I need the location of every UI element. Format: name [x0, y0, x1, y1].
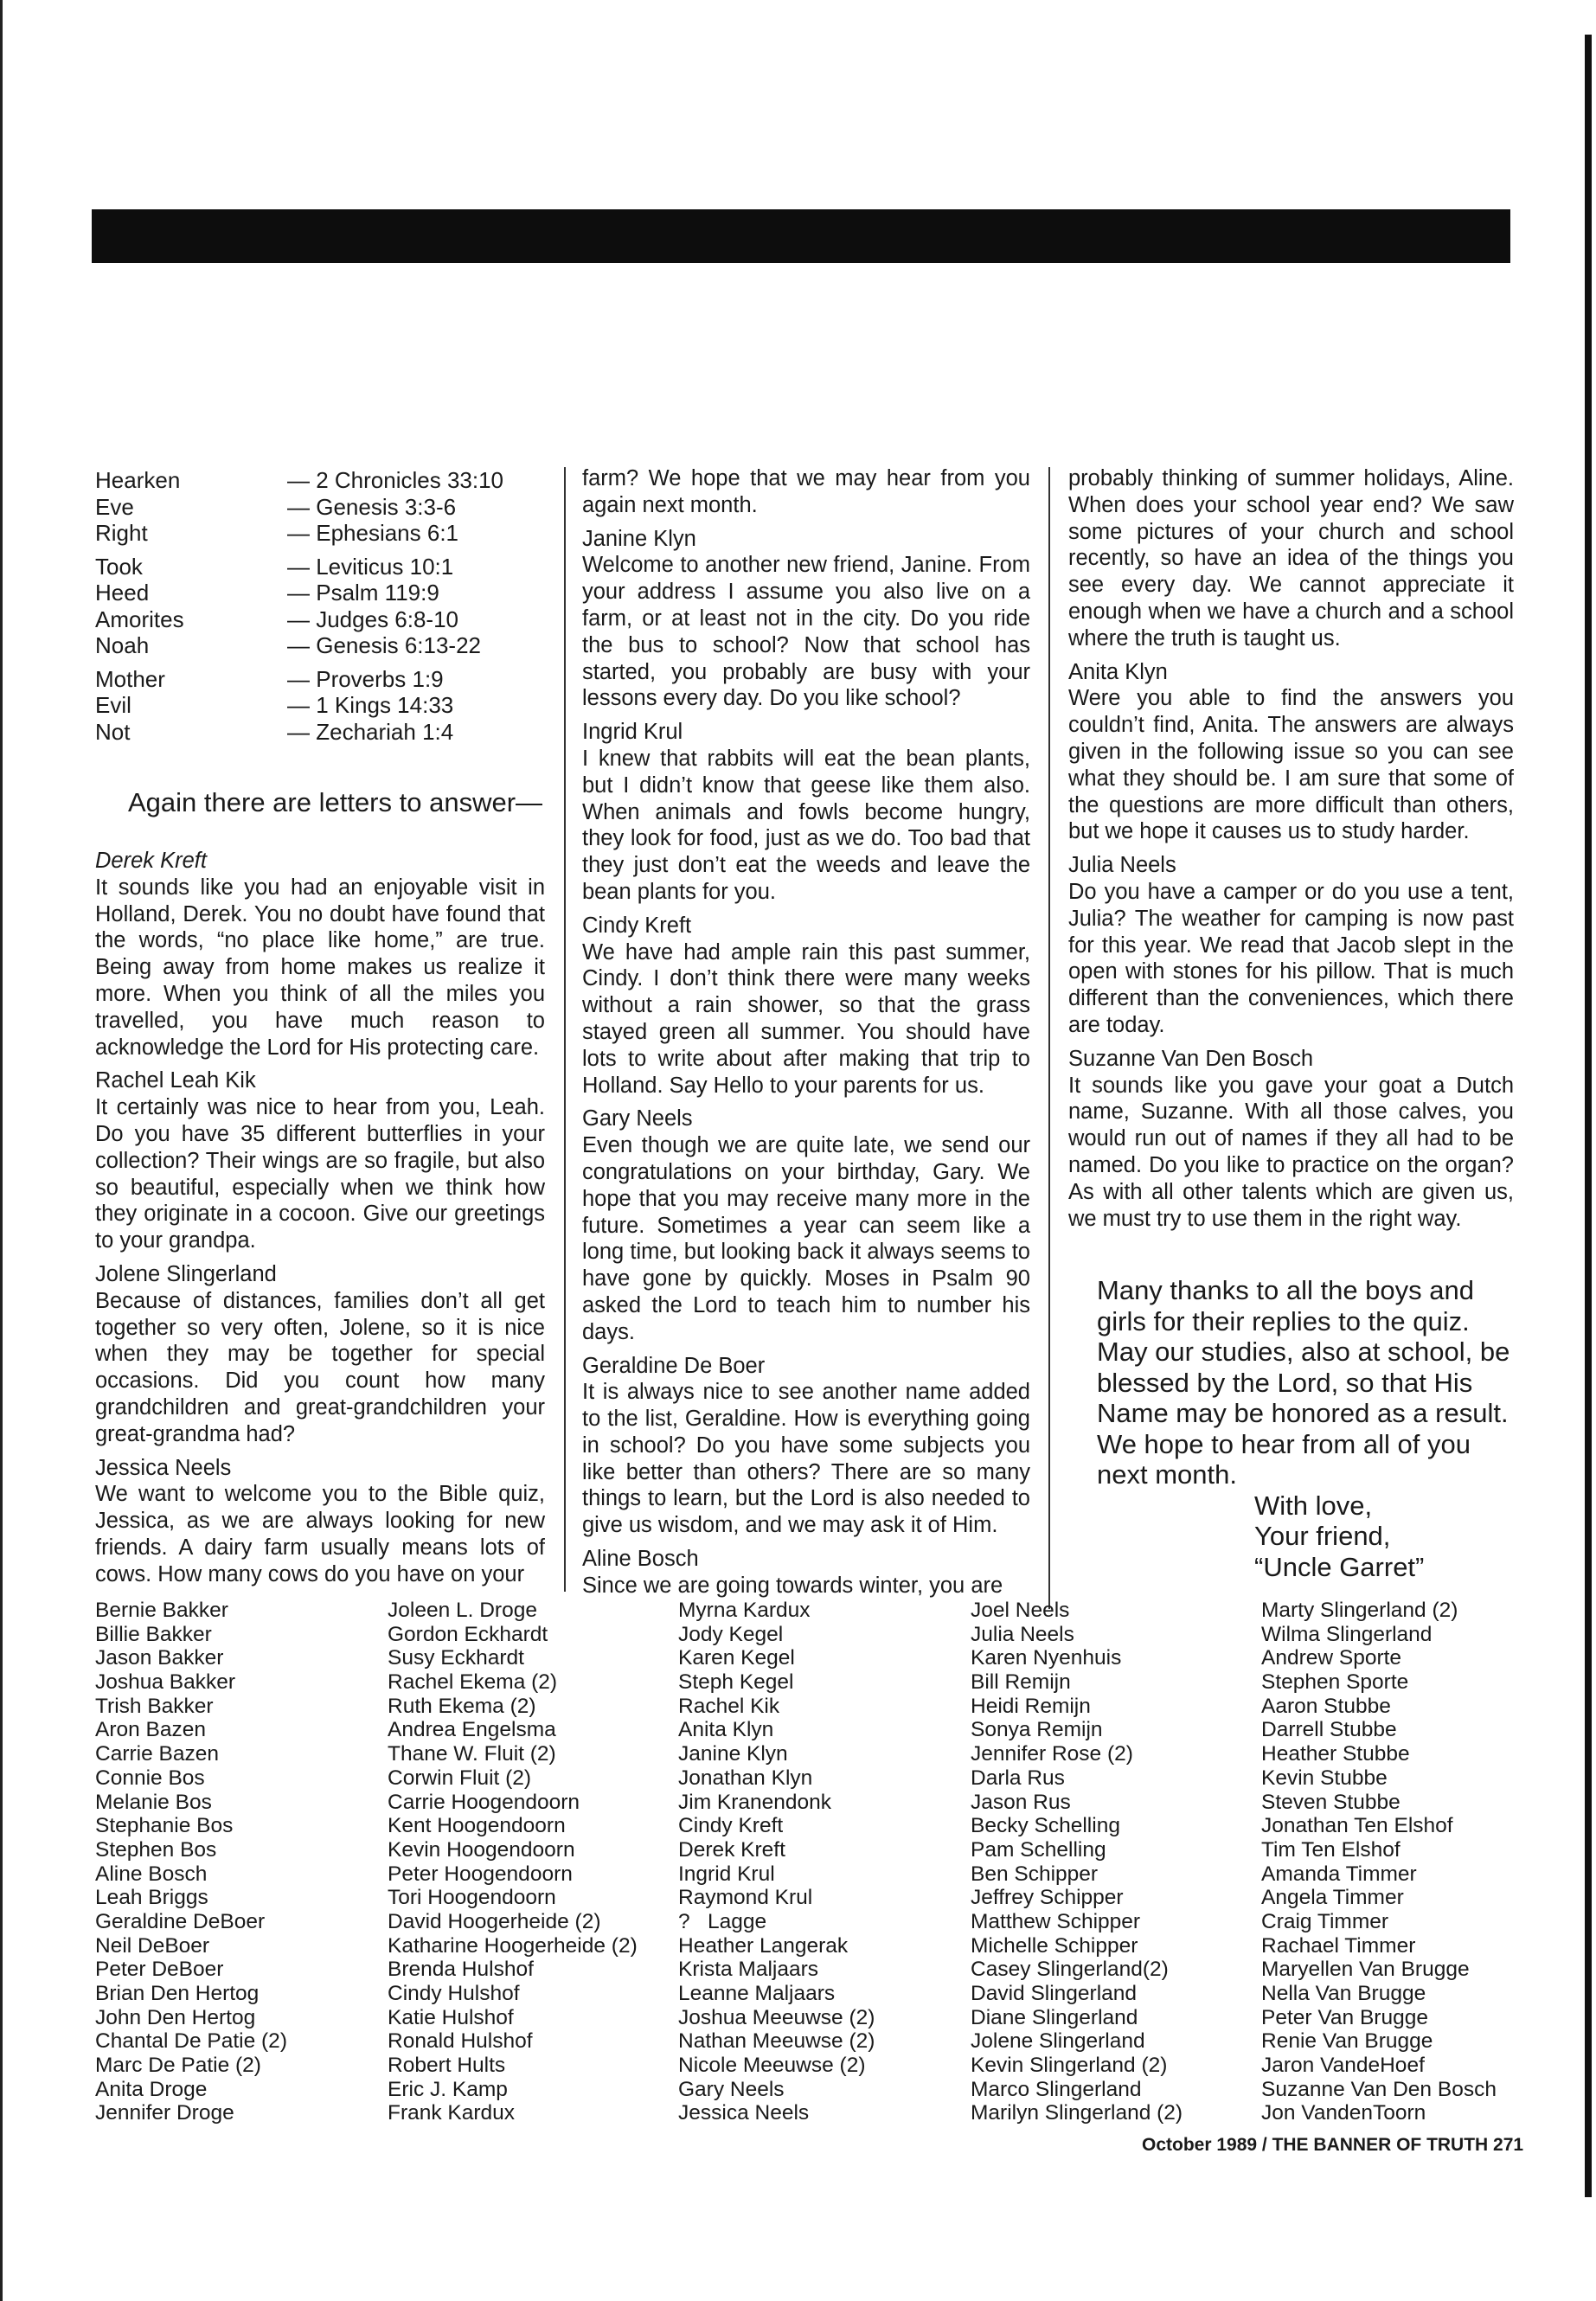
participant-name: ? Lagge [678, 1909, 767, 1933]
participant-name: Sonya Remijn [971, 1718, 1103, 1742]
participant-name: Brian Den Hertog [95, 1982, 260, 2005]
participant-names-column-4 [971, 1599, 1183, 2125]
letter-body: It certainly was nice to hear from you, Leah. Do you have 35 different butterflies in your collection? Their wings are so fragile, but also so beautiful, especially when we think how they originate in a cocoon. Give our greetings to your grandpa. [95, 1095, 545, 1253]
letter-jolene-slingerland [95, 1261, 545, 1448]
column-divider-2 [1048, 467, 1050, 1609]
participant-name: Heather Langerak [678, 1933, 849, 1958]
participant-name: David Slingerland [971, 1982, 1138, 2005]
participant-name: Nathan Meeuwse (2) [678, 2029, 875, 2054]
participant-name: Joel Neels [971, 1599, 1070, 1622]
participant-name: Corwin Fluit (2) [388, 1766, 532, 1790]
letter-recipient: Gary Neels [582, 1106, 693, 1131]
participant-name: Jason Rus [971, 1790, 1071, 1814]
participant-name: Marco Slingerland [971, 2077, 1142, 2101]
letter-body: I knew that rabbits will eat the bean plants, but I didn’t know that geese like them also. When animals and fowls become hungry, they look for food, just as we do. Too bad that they just don’t eat the weeds and leave the bean plants for you. [582, 746, 1030, 904]
participant-name: Aaron Stubbe [1261, 1694, 1391, 1718]
letter-rachel-leah-kik [95, 1067, 545, 1254]
participant-name: Brenda Hulshof [388, 1958, 534, 1982]
participant-names-column-1 [95, 1599, 287, 2125]
participant-name: Aron Bazen [95, 1718, 207, 1742]
participant-name: Craig Timmer [1261, 1909, 1389, 1933]
answer-reference: — Ephesians 6:1 [287, 520, 459, 546]
participant-name: Suzanne Van Den Bosch [1261, 2077, 1497, 2101]
answer-word: Right [95, 520, 148, 546]
quiz-answers [95, 467, 562, 752]
participant-name: Stephanie Bos [95, 1814, 234, 1838]
letter-body: Do you have a camper or do you use a tent, Julia? The weather for camping is now past for this year. We read that Jacob slept in the open with stones for his pillow. That is much different than the conveniences, which there are today. [1068, 879, 1514, 1037]
participant-name: Jaron VandeHoef [1261, 2054, 1425, 2078]
closing-signature: “Uncle Garret” [1254, 1551, 1425, 1582]
letter-body: probably thinking of summer holidays, Aline. When does your school year end? We saw some pictures of your church and school recently, so have an idea of the things you see every day. We cannot appreciate it enough when we have a church and a school where the truth is taught us. [1068, 466, 1514, 651]
letter-body: We want to welcome you to the Bible quiz, Jessica, as we are always looking for new friends. A dairy farm usually means lots of cows. How many cows do you have on your [95, 1482, 545, 1586]
closing-text: Many thanks to all the boys and girls for their replies to the quiz. May our studies, also at school, be blessed by the Lord, so that His Name may be honored as a result. We hope to hear from all of you next month. [1097, 1275, 1510, 1490]
letter-body: farm? We hope that we may hear from you again next month. [582, 466, 1030, 517]
letter-gary-neels [582, 1106, 1030, 1345]
letter-aline-continued [1068, 465, 1514, 652]
letter-recipient: Aline Bosch [582, 1547, 699, 1572]
letter-body: It is always nice to see another name added to the list, Geraldine. How is everything going in school? Do you have some subjects you like better than others? There are so many things to learn, but the Lord is also needed to give us wisdom, and we may ask it of Him. [582, 1380, 1030, 1538]
participant-name: Chantal De Patie (2) [95, 2029, 287, 2054]
participant-name: Bill Remijn [971, 1670, 1071, 1695]
participant-name: Leah Briggs [95, 1886, 208, 1910]
participant-name: Leanne Maljaars [678, 1982, 836, 2005]
letter-anita-klyn [1068, 659, 1514, 846]
participant-names-column-2 [388, 1599, 638, 2125]
participant-name: Kevin Slingerland (2) [971, 2054, 1168, 2078]
participant-name: Stephen Bos [95, 1837, 217, 1862]
answer-row [95, 580, 562, 606]
answer-word: Noah [95, 632, 150, 658]
answer-reference: — Proverbs 1:9 [287, 665, 444, 692]
page-footer: October 1989 / THE BANNER OF TRUTH 271 [1142, 2135, 1524, 2155]
participant-name: Anita Droge [95, 2077, 208, 2101]
participant-name: Gordon Eckhardt [388, 1622, 548, 1646]
participant-name: Jason Bakker [95, 1646, 224, 1670]
letter-recipient: Jessica Neels [95, 1455, 232, 1480]
closing-sign-off: With love, [1254, 1490, 1373, 1521]
participant-name: Casey Slingerland(2) [971, 1958, 1169, 1982]
participant-name: Peter Van Brugge [1261, 2005, 1428, 2029]
answer-word: Eve [95, 493, 134, 520]
letter-janine-klyn [582, 526, 1030, 713]
participant-name: Jolene Slingerland [971, 2029, 1145, 2054]
participant-name: Rachel Kik [678, 1694, 780, 1718]
participant-name: Heather Stubbe [1261, 1742, 1410, 1766]
participant-name: Amanda Timmer [1261, 1862, 1417, 1886]
participant-name: Janine Klyn [678, 1742, 788, 1766]
answer-word: Amorites [95, 606, 184, 632]
participant-name: Kevin Stubbe [1261, 1766, 1388, 1790]
participant-name: Wilma Slingerland [1261, 1622, 1433, 1646]
scan-edge-left [0, 0, 3, 2301]
answer-row [95, 632, 562, 659]
answer-reference: — Zechariah 1:4 [287, 718, 454, 745]
letter-body: It sounds like you had an enjoyable visit in Holland, Derek. You no doubt have found that the words, “no place like home,” are true. Being away from home makes us realize it more. When you think of all the miles you travelled, you have much reason to acknowledge the Lord for His protecting care. [95, 875, 545, 1060]
participant-name: Anita Klyn [678, 1718, 774, 1742]
letters-intro-heading: Again there are letters to answer— [128, 787, 543, 817]
answer-row [95, 692, 562, 719]
participant-name: Krista Maljaars [678, 1958, 819, 1982]
participant-name: Tori Hoogendoorn [388, 1886, 556, 1910]
letter-recipient: Derek Kreft [95, 849, 207, 873]
answer-row [95, 554, 562, 580]
answer-word: Not [95, 718, 131, 745]
participant-name: Carrie Bazen [95, 1742, 219, 1766]
letter-body: Since we are going towards winter, you are [582, 1573, 1003, 1598]
participant-name: Ben Schipper [971, 1862, 1099, 1886]
participant-name: Kent Hoogendoorn [388, 1814, 566, 1838]
participant-name: Jonathan Ten Elshof [1261, 1814, 1453, 1838]
letter-recipient: Rachel Leah Kik [95, 1068, 256, 1093]
participant-name: Ronald Hulshof [388, 2029, 533, 2054]
participant-name: Maryellen Van Brugge [1261, 1958, 1470, 1982]
participant-name: Andrew Sporte [1261, 1646, 1402, 1670]
letter-body: Were you able to find the answers you couldn’t find, Anita. The answers are always given in the following issue so you can see what they should be. I am sure that some of the questions are more difficult than others, but we hope it causes us to study harder. [1068, 686, 1514, 844]
participant-name: David Hoogerheide (2) [388, 1909, 601, 1933]
participant-name: Robert Hults [388, 2054, 506, 2078]
participant-name: Julia Neels [971, 1622, 1074, 1646]
letter-body: Because of distances, families don’t all get together so very often, Jolene, so it is nice when they may be together for special occasions. Did you count how many grandchildren and great-grandchildren your great-grandma had? [95, 1288, 545, 1446]
participant-name: Kevin Hoogendoorn [388, 1837, 575, 1862]
letter-recipient: Geraldine De Boer [582, 1353, 766, 1378]
participant-name: Jonathan Klyn [678, 1766, 813, 1790]
participant-name: Jeffrey Schipper [971, 1886, 1124, 1910]
participant-name: Steven Stubbe [1261, 1790, 1401, 1814]
participant-name: Diane Slingerland [971, 2005, 1138, 2029]
answer-reference: — Judges 6:8-10 [287, 606, 459, 632]
participant-name: Raymond Krul [678, 1886, 813, 1910]
participant-name: Melanie Bos [95, 1790, 212, 1814]
letters-column-2 [582, 465, 1030, 1606]
letter-cindy-kreft [582, 913, 1030, 1099]
participant-name: Susy Eckhardt [388, 1646, 524, 1670]
participant-name: Peter DeBoer [95, 1958, 224, 1982]
participant-name: Katie Hulshof [388, 2005, 514, 2029]
letters-column-1 [95, 848, 545, 1595]
letter-suzanne-van-den-bosch [1068, 1046, 1514, 1233]
letter-jessica-continued [582, 465, 1030, 519]
answer-group [95, 666, 562, 746]
participant-name: Katharine Hoogerheide (2) [388, 1933, 638, 1958]
answer-row [95, 666, 562, 693]
participant-name: Eric J. Kamp [388, 2077, 508, 2101]
participant-name: Gary Neels [678, 2077, 785, 2101]
closing-sign-off: Your friend, [1254, 1521, 1391, 1551]
participant-name: Rachael Timmer [1261, 1933, 1416, 1958]
participant-name: Heidi Remijn [971, 1694, 1091, 1718]
participant-name: Ingrid Krul [678, 1862, 775, 1886]
letter-ingrid-krul [582, 719, 1030, 906]
participant-name: Angela Timmer [1261, 1886, 1404, 1910]
participant-name: Trish Bakker [95, 1694, 214, 1718]
scan-edge-right [1585, 35, 1592, 2197]
letter-jessica-neels [95, 1455, 545, 1588]
letter-recipient: Jolene Slingerland [95, 1261, 277, 1286]
letter-recipient: Janine Klyn [582, 526, 696, 551]
answer-word: Mother [95, 665, 165, 692]
closing-message [1097, 1275, 1512, 1582]
participant-name: Cindy Kreft [678, 1814, 784, 1838]
answer-row [95, 520, 562, 547]
answer-word: Hearken [95, 467, 181, 493]
participant-name: Marc De Patie (2) [95, 2054, 261, 2078]
participant-name: Myrna Kardux [678, 1599, 811, 1622]
participant-name: Nella Van Brugge [1261, 1982, 1426, 2005]
participant-name: Jennifer Droge [95, 2101, 234, 2125]
participant-name: Jessica Neels [678, 2101, 810, 2125]
answer-reference: — 2 Chronicles 33:10 [287, 467, 504, 493]
participant-name: Jon VandenToorn [1261, 2101, 1426, 2125]
participant-name: Jody Kegel [678, 1622, 784, 1646]
participant-name: John Den Hertog [95, 2005, 256, 2029]
participant-name: Peter Hoogendoorn [388, 1862, 573, 1886]
participant-name: Steph Kegel [678, 1670, 794, 1695]
participant-name: Derek Kreft [678, 1837, 785, 1862]
participant-name: Karen Nyenhuis [971, 1646, 1122, 1670]
header-banner [92, 209, 1510, 263]
participant-name: Nicole Meeuwse (2) [678, 2054, 866, 2078]
participant-name: Renie Van Brugge [1261, 2029, 1433, 2054]
letter-body: Welcome to another new friend, Janine. From your address I assume you also live on a farm, or at least not in the city. Do you ride the bus to school? Now that school has started, you probably are busy with your lessons every day. Do you like school? [582, 553, 1030, 711]
participant-name: Frank Kardux [388, 2101, 516, 2125]
participant-names-column-3 [678, 1599, 875, 2125]
participant-name: Jennifer Rose (2) [971, 1742, 1133, 1766]
letter-body: It sounds like you gave your goat a Dutch name, Suzanne. With all those calves, you would run out of names if they all had to be named. Do you like to practice on the organ? As with all other talents which are given us, we must try to use them in the right way. [1068, 1073, 1514, 1231]
letter-aline-bosch [582, 1546, 1030, 1599]
letter-recipient: Cindy Kreft [582, 913, 692, 938]
participant-name: Bernie Bakker [95, 1599, 228, 1622]
participant-names-column-5 [1261, 1599, 1497, 2125]
participant-name: Pam Schelling [971, 1837, 1106, 1862]
participant-name: Joshua Bakker [95, 1670, 236, 1695]
participant-name: Cindy Hulshof [388, 1982, 520, 2005]
participant-name: Connie Bos [95, 1766, 205, 1790]
participant-name: Darla Rus [971, 1766, 1065, 1790]
answer-row [95, 719, 562, 746]
letter-recipient: Anita Klyn [1068, 659, 1168, 684]
answer-reference: — Genesis 6:13-22 [287, 632, 482, 658]
letter-recipient: Julia Neels [1068, 853, 1176, 878]
participant-name: Marty Slingerland (2) [1261, 1599, 1458, 1622]
participant-name: Geraldine DeBoer [95, 1909, 266, 1933]
participant-name: Becky Schelling [971, 1814, 1120, 1838]
answer-word: Took [95, 553, 143, 580]
letter-julia-neels [1068, 852, 1514, 1039]
letter-recipient: Suzanne Van Den Bosch [1068, 1046, 1314, 1071]
participant-name: Michelle Schipper [971, 1933, 1138, 1958]
participant-name: Neil DeBoer [95, 1933, 210, 1958]
letter-body: We have had ample rain this past summer, Cindy. I don’t think there were many weeks without a rain shower, so that the grass stayed green all summer. You should have lots to write about after making that trip to Holland. Say Hello to your parents for us. [582, 939, 1030, 1098]
answer-group [95, 467, 562, 547]
participant-name: Marilyn Slingerland (2) [971, 2101, 1183, 2125]
participant-name: Tim Ten Elshof [1261, 1837, 1401, 1862]
letters-column-3 [1068, 465, 1514, 1239]
letter-derek-kreft [95, 848, 545, 1061]
answer-word: Evil [95, 692, 131, 718]
participant-name: Joleen L. Droge [388, 1599, 537, 1622]
letter-recipient: Ingrid Krul [582, 720, 683, 745]
participant-name: Andrea Engelsma [388, 1718, 556, 1742]
answer-word: Heed [95, 580, 150, 606]
participant-name: Darrell Stubbe [1261, 1718, 1397, 1742]
answer-reference: — Genesis 3:3-6 [287, 493, 457, 520]
participant-name: Billie Bakker [95, 1622, 212, 1646]
letter-geraldine-de-boer [582, 1353, 1030, 1540]
participant-name: Carrie Hoogendoorn [388, 1790, 580, 1814]
participant-name: Thane W. Fluit (2) [388, 1742, 556, 1766]
answer-group [95, 554, 562, 659]
participant-name: Rachel Ekema (2) [388, 1670, 558, 1695]
answer-reference: — Leviticus 10:1 [287, 553, 454, 580]
participant-name: Ruth Ekema (2) [388, 1694, 536, 1718]
participant-name: Joshua Meeuwse (2) [678, 2005, 875, 2029]
answer-reference: — 1 Kings 14:33 [287, 692, 454, 718]
answer-row [95, 467, 562, 494]
participant-name: Karen Kegel [678, 1646, 795, 1670]
participant-name: Aline Bosch [95, 1862, 208, 1886]
participant-name: Matthew Schipper [971, 1909, 1141, 1933]
participant-name: Stephen Sporte [1261, 1670, 1409, 1695]
letter-body: Even though we are quite late, we send our congratulations on your birthday, Gary. We hope that you may receive many more in the future. Sometimes a year can seem like a long time, but looking back it always seems to have gone by quickly. Moses in Psalm 90 asked the Lord to teach him to number his days. [582, 1133, 1030, 1344]
column-divider-1 [564, 467, 566, 1592]
answer-row [95, 494, 562, 521]
participant-name: Jim Kranendonk [678, 1790, 832, 1814]
answer-reference: — Psalm 119:9 [287, 580, 439, 606]
answer-row [95, 606, 562, 633]
